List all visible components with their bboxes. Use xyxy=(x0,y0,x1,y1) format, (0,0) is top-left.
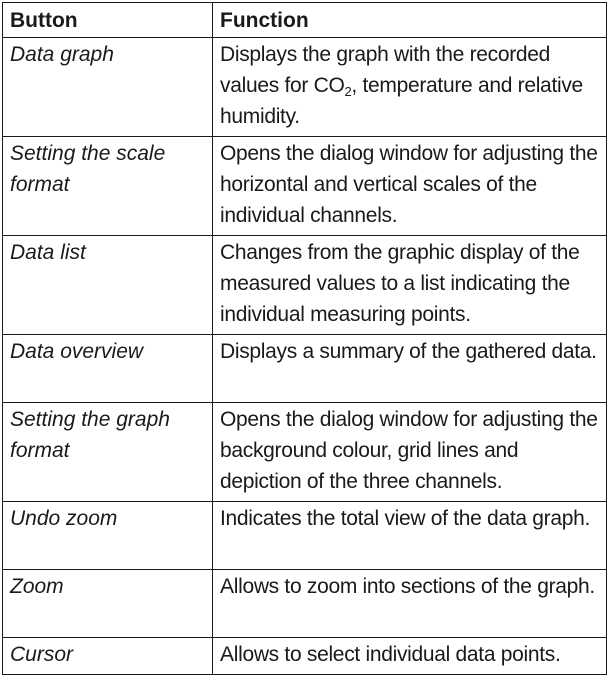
table-row xyxy=(3,236,607,335)
button-cell: Data graph xyxy=(3,38,213,137)
function-cell: Changes from the graphic display of the measured values to a list indicating the individual measuring points. xyxy=(213,236,607,335)
table-row xyxy=(3,137,607,236)
function-cell: Allows to zoom into sections of the graph. xyxy=(213,570,607,638)
header-function: Function xyxy=(213,3,607,38)
button-cell: Setting the graph format xyxy=(3,403,213,502)
function-cell: Indicates the total view of the data graph. xyxy=(213,502,607,570)
function-text-part: , temperature and relative humidity. xyxy=(220,74,583,128)
function-cell xyxy=(213,38,607,137)
table-row xyxy=(3,335,607,403)
button-cell: Setting the scale format xyxy=(3,137,213,236)
button-cell: Data list xyxy=(3,236,213,335)
table-header-row xyxy=(3,3,607,38)
table-row xyxy=(3,570,607,638)
table-row xyxy=(3,403,607,502)
button-cell: Cursor xyxy=(3,638,213,675)
header-button: Button xyxy=(3,3,213,38)
function-text-part: Displays the graph with the recorded values for CO xyxy=(220,43,551,97)
table-row xyxy=(3,38,607,137)
function-cell: Opens the dialog window for adjusting the background colour, grid lines and depiction of the three channels. xyxy=(213,403,607,502)
co2-subscript: 2 xyxy=(344,84,352,99)
button-cell: Undo zoom xyxy=(3,502,213,570)
function-cell: Opens the dialog window for adjusting the horizontal and vertical scales of the individual channels. xyxy=(213,137,607,236)
function-cell: Displays a summary of the gathered data. xyxy=(213,335,607,403)
function-cell: Allows to select individual data points. xyxy=(213,638,607,675)
button-cell: Zoom xyxy=(3,570,213,638)
table-row xyxy=(3,502,607,570)
button-cell: Data overview xyxy=(3,335,213,403)
table-row xyxy=(3,638,607,675)
button-function-table xyxy=(2,2,607,675)
